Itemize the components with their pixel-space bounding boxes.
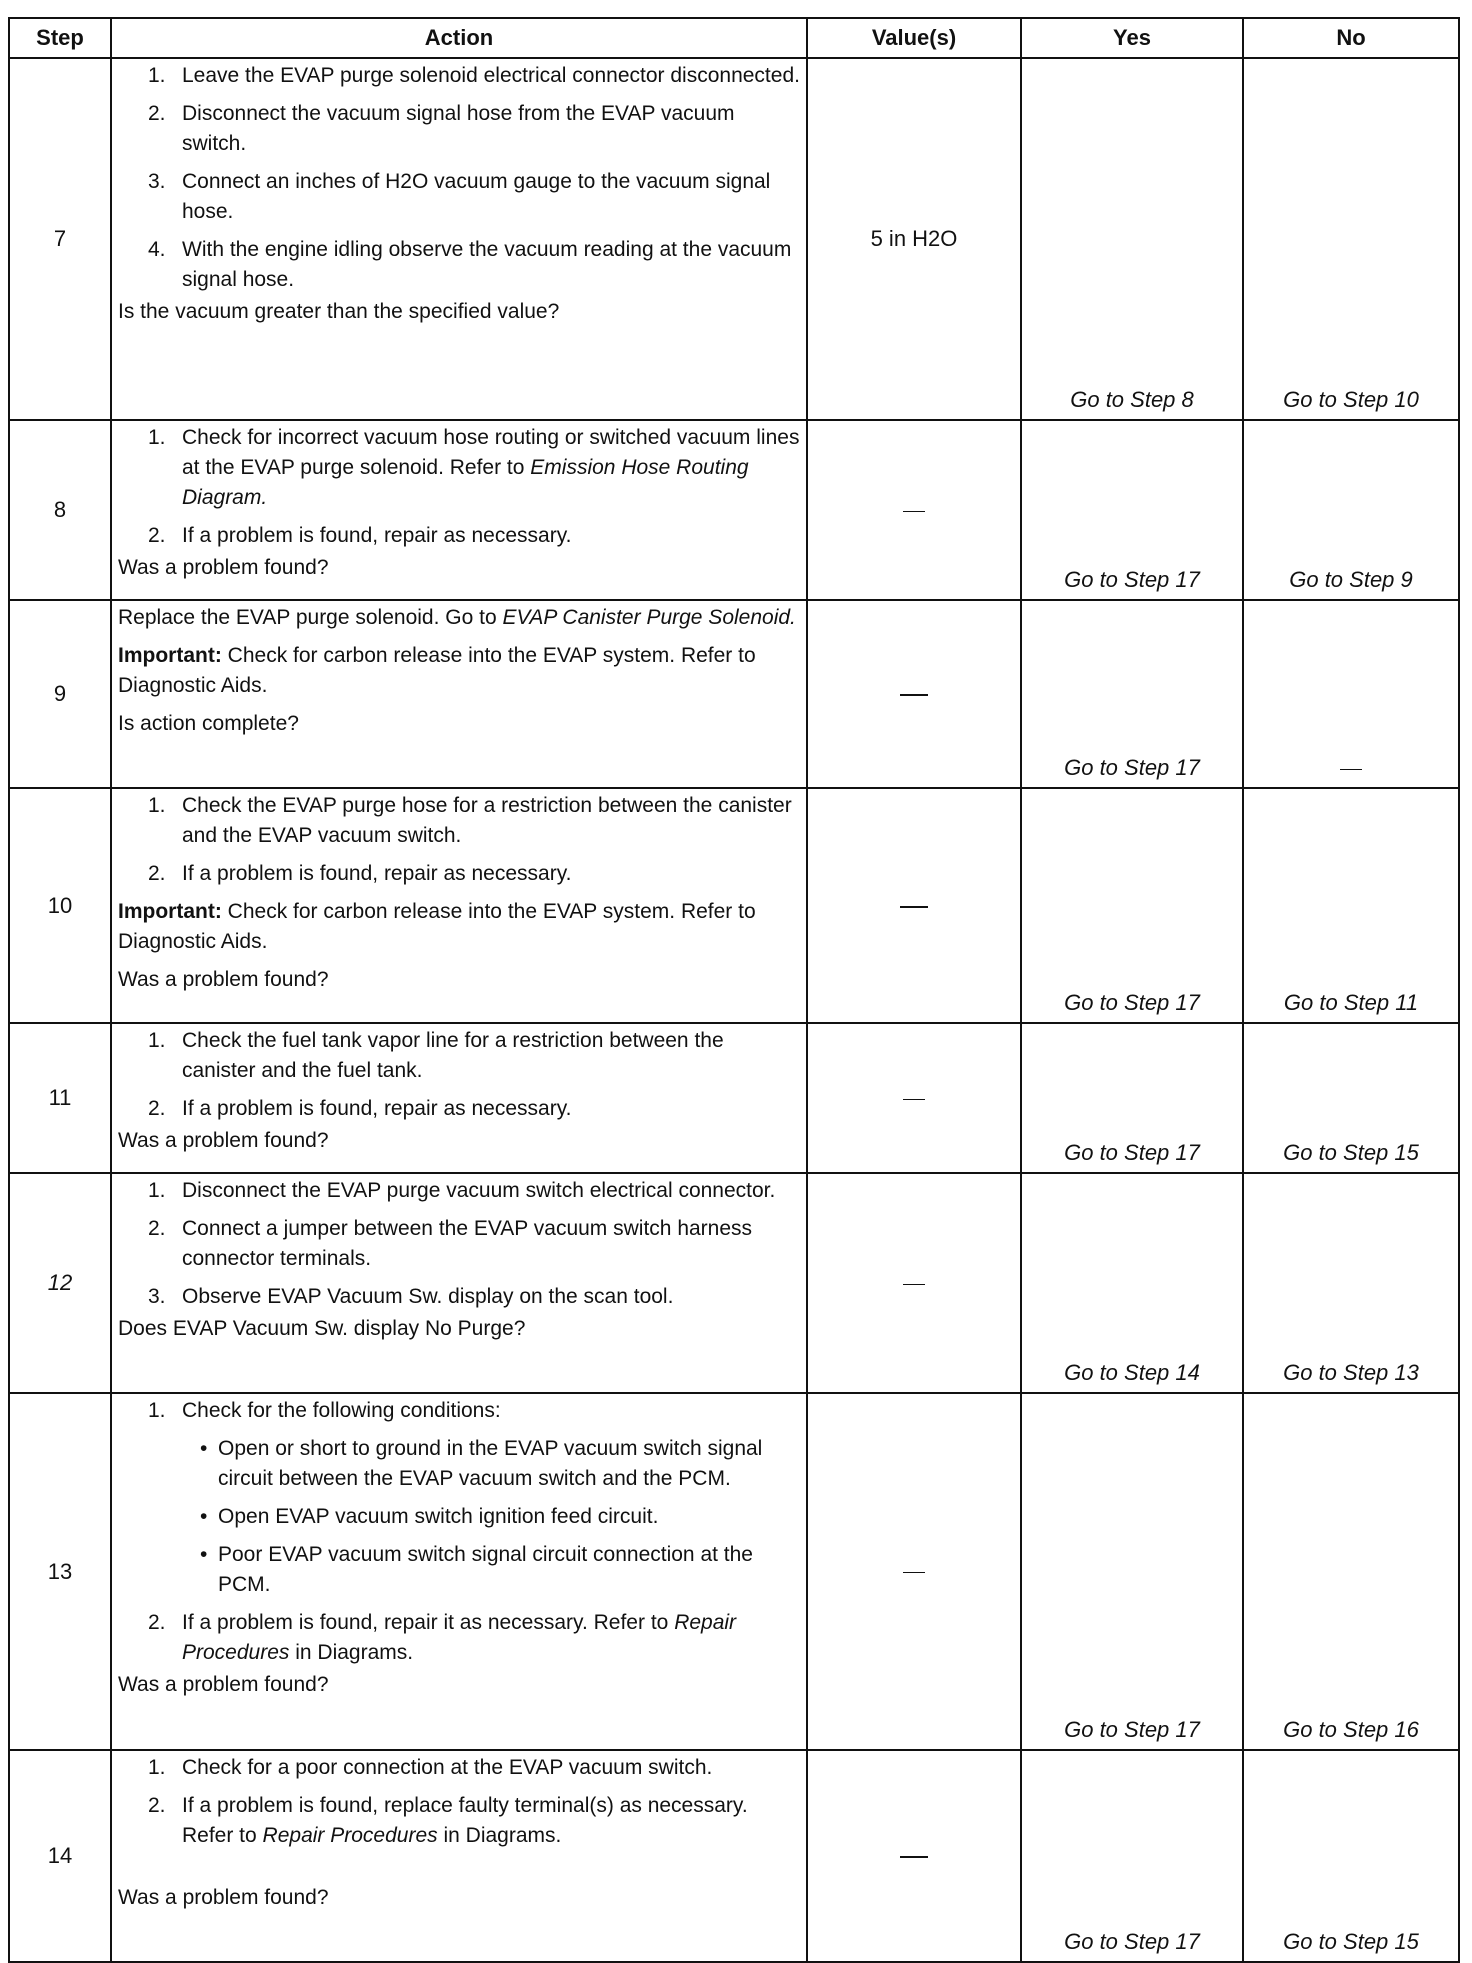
- action-item: 1. Check for the following conditions:: [148, 1399, 501, 1422]
- action-item: 1. Leave the EVAP purge solenoid electrical connector disconnected.: [148, 64, 800, 87]
- no-cell: Go to Step 15: [1243, 1023, 1459, 1173]
- action-item: 2. If a problem is found, replace faulty terminal(s) as necessary. Refer to Repair Procedures in Diagrams.: [148, 1794, 748, 1847]
- action-cell: [111, 600, 807, 788]
- not-applicable-dash: [903, 1284, 925, 1285]
- action-item: 2. If a problem is found, repair as necessary.: [148, 1097, 572, 1120]
- step-number: 7: [9, 58, 111, 420]
- step-number: 8: [9, 420, 111, 600]
- action-question: Was a problem found?: [118, 968, 329, 991]
- yes-cell: Go to Step 17: [1021, 420, 1243, 600]
- value-cell: [807, 1750, 1021, 1962]
- action-item: 1. Disconnect the EVAP purge vacuum switch electrical connector.: [148, 1179, 776, 1202]
- step-number: 12: [9, 1173, 111, 1393]
- action-item: 3. Observe EVAP Vacuum Sw. display on the scan tool.: [148, 1285, 674, 1308]
- step-number: 11: [9, 1023, 111, 1173]
- action-item: 3. Connect an inches of H2O vacuum gauge to the vacuum signal hose.: [148, 170, 771, 223]
- action-item: 1. Check for incorrect vacuum hose routing or switched vacuum lines at the EVAP purge solenoid. Refer to Emission Hose Routing Diagram.: [148, 426, 800, 509]
- action-cell: [111, 1173, 807, 1393]
- no-cell: Go to Step 16: [1243, 1393, 1459, 1750]
- not-applicable-dash: [900, 906, 928, 908]
- value-cell: 5 in H2O: [807, 58, 1021, 420]
- action-cell: [111, 1750, 807, 1962]
- no-cell: [1243, 600, 1459, 788]
- value-cell: [807, 420, 1021, 600]
- header-yes: Yes: [1021, 18, 1243, 58]
- action-item: 2. If a problem is found, repair as necessary.: [148, 862, 572, 885]
- not-applicable-dash: [900, 694, 928, 696]
- table-row-step-13: [9, 1393, 1459, 1750]
- header-value: Value(s): [807, 18, 1021, 58]
- important-note: Important: Check for carbon release into the EVAP system. Refer to Diagnostic Aids.: [118, 900, 756, 953]
- action-question: Is action complete?: [118, 712, 299, 735]
- header-action: Action: [111, 18, 807, 58]
- value-cell: [807, 788, 1021, 1023]
- action-item: 2. Connect a jumper between the EVAP vacuum switch harness connector terminals.: [148, 1217, 753, 1270]
- action-question: Was a problem found?: [118, 1129, 329, 1152]
- action-question: Does EVAP Vacuum Sw. display No Purge?: [118, 1317, 526, 1340]
- diagnostic-table: [8, 17, 1460, 1963]
- not-applicable-dash: [903, 511, 925, 512]
- action-cell: [111, 58, 807, 420]
- value-cell: [807, 600, 1021, 788]
- not-applicable-dash: [1340, 769, 1362, 770]
- value-cell: [807, 1173, 1021, 1393]
- action-item: 2. If a problem is found, repair it as necessary. Refer to Repair Procedures in Diagrams.: [148, 1611, 737, 1664]
- no-cell: Go to Step 15: [1243, 1750, 1459, 1962]
- yes-cell: Go to Step 17: [1021, 1023, 1243, 1173]
- no-cell: Go to Step 9: [1243, 420, 1459, 600]
- action-cell: [111, 788, 807, 1023]
- table-row-step-7: [9, 58, 1459, 420]
- action-cell: [111, 420, 807, 600]
- no-cell: Go to Step 10: [1243, 58, 1459, 420]
- step-number: 13: [9, 1393, 111, 1750]
- not-applicable-dash: [903, 1099, 925, 1100]
- table-row-step-12: [9, 1173, 1459, 1393]
- action-cell: [111, 1393, 807, 1750]
- table-row-step-11: [9, 1023, 1459, 1173]
- condition-bullet: • Open EVAP vacuum switch ignition feed circuit.: [200, 1505, 659, 1528]
- step-number: 14: [9, 1750, 111, 1962]
- value-cell: [807, 1393, 1021, 1750]
- action-item: 2. Disconnect the vacuum signal hose from the EVAP vacuum switch.: [148, 102, 735, 155]
- not-applicable-dash: [900, 1856, 928, 1858]
- action-item: 2. If a problem is found, repair as necessary.: [148, 524, 572, 547]
- table-row-step-9: [9, 600, 1459, 788]
- value-cell: [807, 1023, 1021, 1173]
- table-row-step-14: [9, 1750, 1459, 1962]
- action-paragraph: Replace the EVAP purge solenoid. Go to EVAP Canister Purge Solenoid.: [118, 606, 796, 629]
- header-step: Step: [9, 18, 111, 58]
- important-note: Important: Check for carbon release into the EVAP system. Refer to Diagnostic Aids.: [118, 644, 756, 697]
- table-row-step-8: [9, 420, 1459, 600]
- action-item: 1. Check for a poor connection at the EVAP vacuum switch.: [148, 1756, 713, 1779]
- yes-cell: Go to Step 17: [1021, 788, 1243, 1023]
- step-number: 10: [9, 788, 111, 1023]
- header-row: [9, 18, 1459, 58]
- yes-cell: Go to Step 17: [1021, 600, 1243, 788]
- action-item: 4. With the engine idling observe the vacuum reading at the vacuum signal hose.: [148, 238, 792, 291]
- action-item: 1. Check the EVAP purge hose for a restriction between the canister and the EVAP vacuum switch.: [148, 794, 792, 847]
- action-question: Is the vacuum greater than the specified value?: [118, 300, 560, 323]
- header-no: No: [1243, 18, 1459, 58]
- action-question: Was a problem found?: [118, 556, 329, 579]
- action-cell: [111, 1023, 807, 1173]
- yes-cell: Go to Step 14: [1021, 1173, 1243, 1393]
- condition-bullet: • Poor EVAP vacuum switch signal circuit connection at the PCM.: [200, 1543, 753, 1596]
- condition-bullet: • Open or short to ground in the EVAP vacuum switch signal circuit between the EVAP vacuum switch and the PCM.: [200, 1437, 763, 1490]
- no-cell: Go to Step 13: [1243, 1173, 1459, 1393]
- action-question: Was a problem found?: [118, 1673, 329, 1696]
- step-number: 9: [9, 600, 111, 788]
- action-item: 1. Check the fuel tank vapor line for a restriction between the canister and the fuel tank.: [148, 1029, 724, 1082]
- no-cell: Go to Step 11: [1243, 788, 1459, 1023]
- not-applicable-dash: [903, 1572, 925, 1573]
- action-question: Was a problem found?: [118, 1886, 329, 1909]
- yes-cell: Go to Step 17: [1021, 1393, 1243, 1750]
- yes-cell: Go to Step 8: [1021, 58, 1243, 420]
- yes-cell: Go to Step 17: [1021, 1750, 1243, 1962]
- table-row-step-10: [9, 788, 1459, 1023]
- diagnostic-table-page: [8, 17, 1458, 1963]
